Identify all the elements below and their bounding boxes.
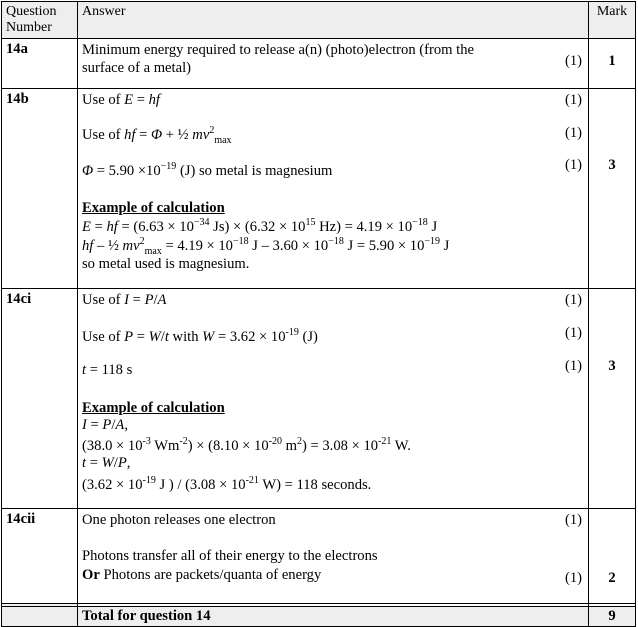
answer-cell <box>78 289 589 509</box>
answer-line: Minimum energy required to release a(n) (photo)electron (from the <box>82 42 474 58</box>
calc-line: ($3.62 \times 10^{-19}$ J ) / ($3.08 \times 10^{-21}$ W) = 118 seconds. <box>82 475 372 493</box>
calc-line: I = P/A, <box>82 417 128 433</box>
mark-total: 2 <box>589 509 636 604</box>
answer-cell <box>78 509 589 604</box>
calc-line: hf – ½ $mv^2_{max} = 4.19 \times 10^{-18}$ $J - 3.60 \times 10^{-18}$ $J = 5.90 \times 10^{-19}$ J <box>82 236 450 257</box>
row-14ci <box>2 289 636 509</box>
answer-cell <box>78 89 589 289</box>
answer-line: Use of I = P/A <box>82 292 167 308</box>
header-mark: Mark <box>589 2 636 39</box>
question-number: 14cii <box>2 509 78 604</box>
answer-line: $\Phi = 5.90 \times 10^{-19}$ (J) so metal is magnesium <box>82 161 333 179</box>
answer-line: Or Photons are packets/quanta of energy <box>82 567 322 583</box>
point-mark: (1) <box>564 125 582 141</box>
row-14cii <box>2 509 636 604</box>
point-mark: (1) <box>564 92 582 108</box>
header-question-line1: Question <box>6 4 57 19</box>
mark-scheme-table <box>1 1 636 627</box>
point-mark: (1) <box>564 292 582 308</box>
point-mark: (1) <box>564 157 582 173</box>
answer-line: Use of P = W/t with $W = 3.62 \times 10^{-19}$ (J) <box>82 327 318 345</box>
example-heading: Example of calculation <box>82 200 225 216</box>
question-number: 14a <box>2 39 78 89</box>
answer-line: surface of a metal) <box>82 60 191 76</box>
total-label: Total for question 14 <box>78 607 589 627</box>
question-number: 14ci <box>2 289 78 509</box>
point-mark: (1) <box>564 358 582 374</box>
answer-line: One photon releases one electron <box>82 512 276 528</box>
header-answer: Answer <box>78 2 589 39</box>
mark-total: 1 <box>589 39 636 89</box>
point-mark: (1) <box>564 325 582 341</box>
answer-line: t = 118 s <box>82 362 133 378</box>
mark-total: 3 <box>589 89 636 289</box>
row-14b <box>2 89 636 289</box>
header-question-line2: Number <box>6 20 52 35</box>
calc-line: so metal used is magnesium. <box>82 256 250 272</box>
example-heading: Example of calculation <box>82 400 225 416</box>
total-value: 9 <box>589 607 636 627</box>
row-14a <box>2 39 636 89</box>
calc-line: E = hf = ($6.63 \times 10^{-34}$ $Js) \times (6.32 \times 10^{15}$ $Hz) = 4.19 \times 10^{-18}$ J <box>82 217 438 235</box>
header-row <box>2 2 636 39</box>
calc-line: ($38.0 \times 10^{-3}$ $Wm^{-2}) \times (8.10 \times 10^{-20}$ $m^2) = 3.08 \times 10^{-21}$ W. <box>82 436 411 454</box>
question-number: 14b <box>2 89 78 289</box>
answer-line: Use of hf = Φ + ½ $mv^2_{max}$ <box>82 125 232 146</box>
calc-line: t = W/P, <box>82 455 131 471</box>
answer-line: Photons transfer all of their energy to the electrons <box>82 548 378 564</box>
answer-line: Use of E = hf <box>82 92 160 108</box>
mark-total: 3 <box>589 289 636 509</box>
header-question-number <box>2 2 78 39</box>
point-mark: (1) <box>564 512 582 528</box>
point-mark: (1) <box>564 570 582 586</box>
answer-cell <box>78 39 589 89</box>
point-mark: (1) <box>564 53 582 69</box>
